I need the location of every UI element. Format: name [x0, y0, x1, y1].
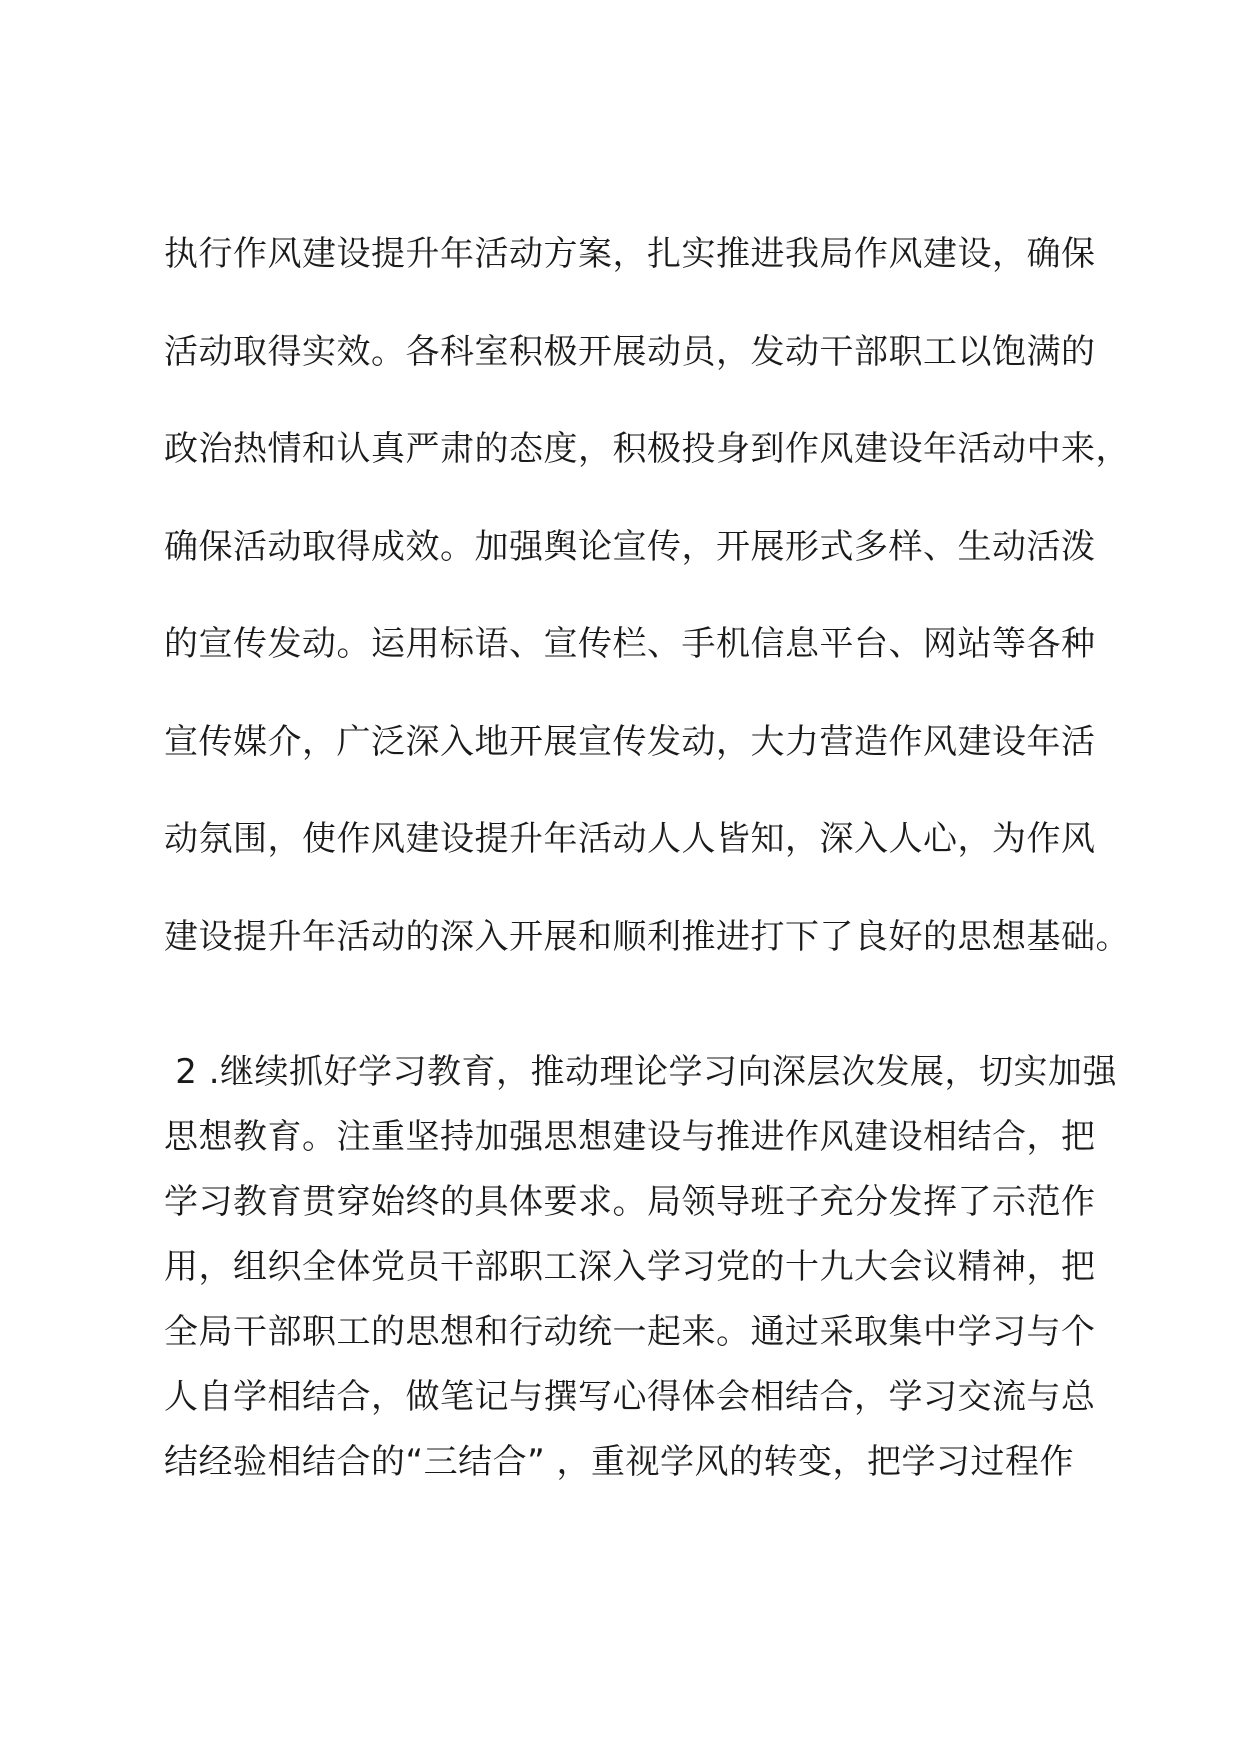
text-line: 人自学相结合，做笔记与撰写心得体会相结合，学习交流与总	[164, 1377, 1096, 1417]
text-line: 2 .继续抓好学习教育，推动理论学习向深层次发展，切实加强	[164, 1052, 1118, 1092]
text-line: 政治热情和认真严肃的态度，积极投身到作风建设年活动中来，	[164, 429, 1130, 469]
text-line: 宣传媒介，广泛深入地开展宣传发动，大力营造作风建设年活	[164, 721, 1096, 762]
text-line: 结经验相结合的“三结合” ，重视学风的转变，把学习过程作	[164, 1442, 1075, 1482]
text-line: 思想教育。注重坚持加强思想建设与推进作风建设相结合，把	[164, 1117, 1096, 1157]
text-line: 动氛围，使作风建设提升年活动人人皆知，深入人心，为作风	[164, 819, 1096, 859]
paragraph-1	[164, 230, 1130, 1010]
text-line: 用，组织全体党员干部职工深入学习党的十九大会议精神，把	[164, 1247, 1096, 1287]
text-line: 确保活动取得成效。加强舆论宣传，开展形式多样、生动活泼	[164, 526, 1096, 567]
text-line: 全局干部职工的思想和行动统一起来。通过采取集中学习与个	[164, 1312, 1096, 1352]
text-line: 执行作风建设提升年活动方案，扎实推进我局作风建设，确保	[164, 234, 1096, 274]
text-line: 建设提升年活动的深入开展和顺利推进打下了良好的思想基础。	[164, 916, 1130, 957]
paragraph-2	[164, 1048, 1124, 1503]
text-line: 活动取得实效。各科室积极开展动员，发动干部职工以饱满的	[164, 331, 1096, 372]
text-line: 的宣传发动。运用标语、宣传栏、手机信息平台、网站等各种	[164, 624, 1096, 664]
text-line: 学习教育贯穿始终的具体要求。局领导班子充分发挥了示范作	[164, 1182, 1096, 1222]
